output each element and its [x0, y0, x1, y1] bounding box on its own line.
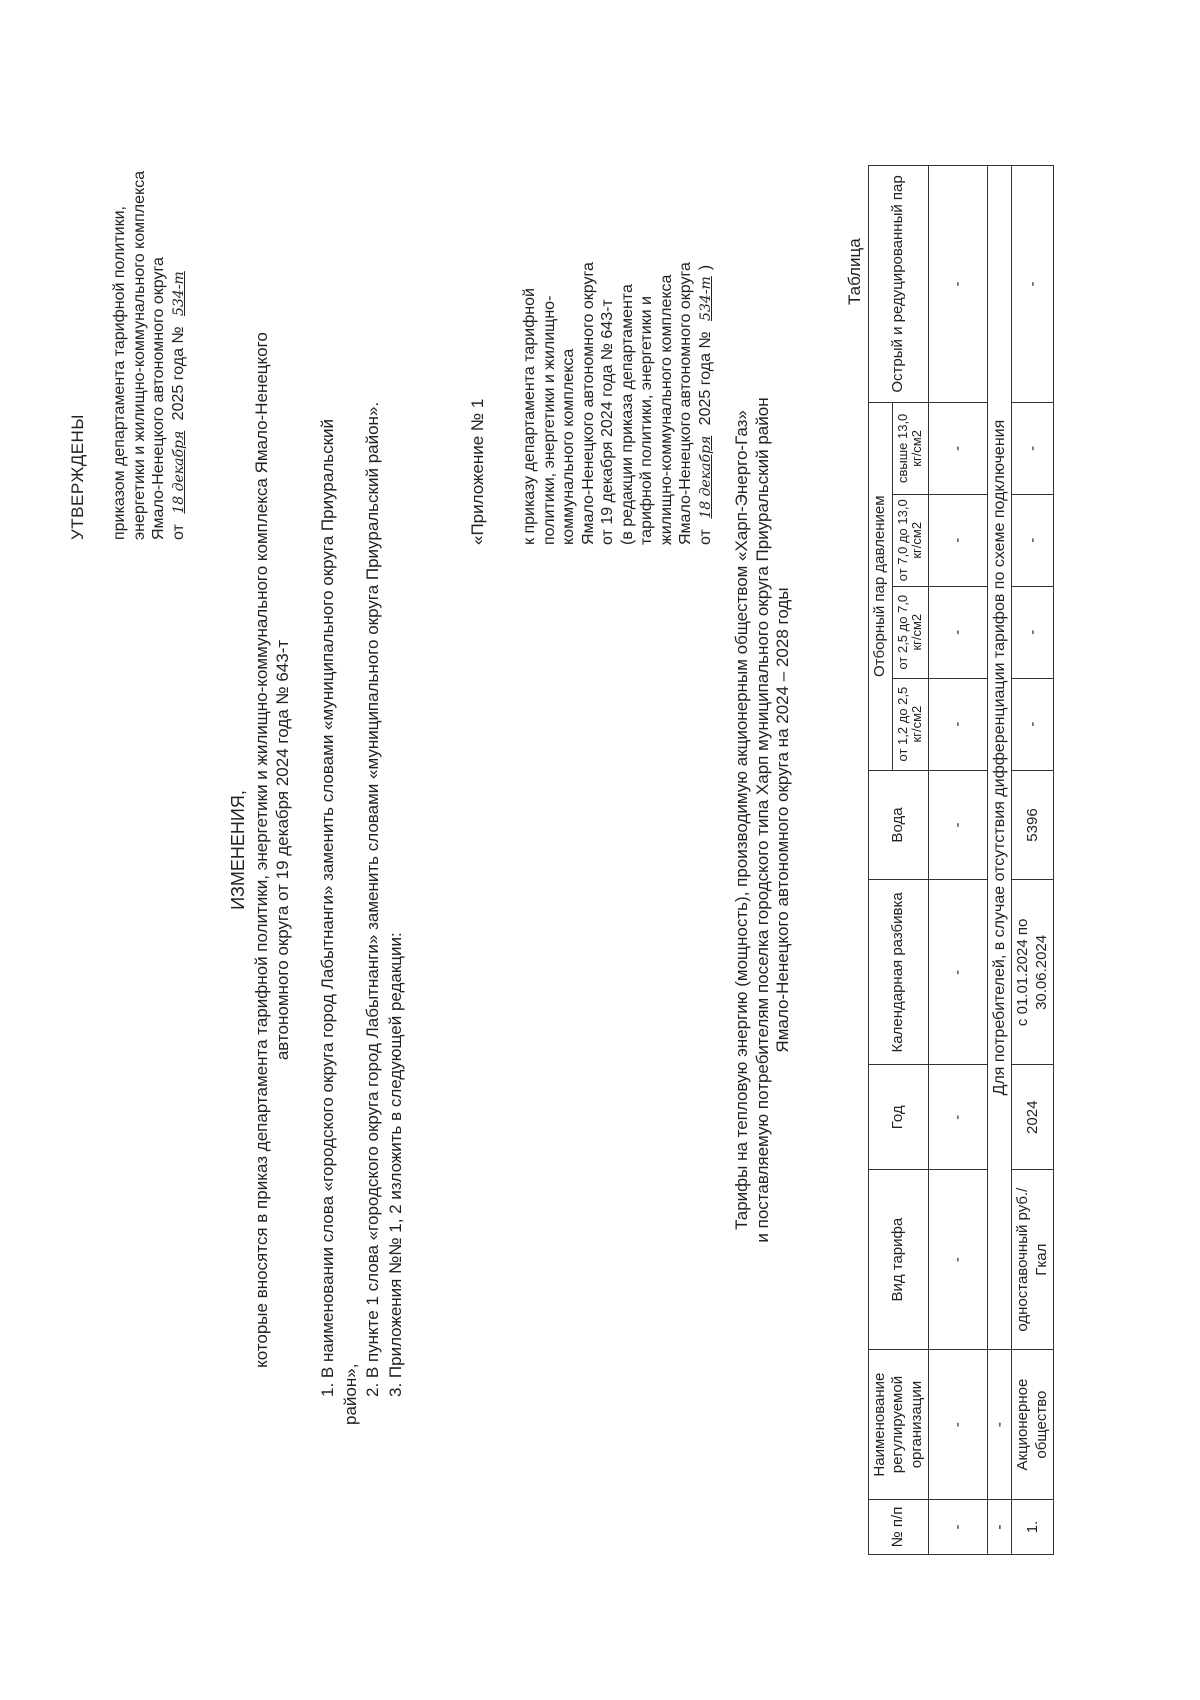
table-cell: -	[928, 678, 987, 770]
table-cell: -	[928, 1500, 987, 1555]
appendix-line: (в редакции приказа департамента	[618, 284, 636, 545]
table-cell: -	[987, 1500, 1012, 1555]
header-steam: Отборный пар давлением	[869, 402, 893, 770]
table-cell: 2024	[1012, 1065, 1054, 1170]
appendix-block	[520, 115, 715, 545]
changes-subtitle-line: которые вносятся в приказ департамента тарифной политики, энергетики и жилищно-коммунального комплекса Ямало-Ненецкого	[252, 332, 271, 1368]
header-steam-4: свыше 13,0 кг/см2	[892, 402, 928, 494]
appendix-line: тарифной политики, энергетики и	[638, 296, 656, 545]
tariff-table	[868, 165, 1054, 1555]
header-year: Год	[869, 1065, 929, 1170]
table-cell: -	[928, 770, 987, 880]
table-row	[928, 166, 987, 1555]
table-caption: Таблица	[845, 238, 864, 305]
appendix-line: к приказу департамента тарифной	[521, 288, 538, 545]
table-cell: -	[928, 402, 987, 494]
approved-block	[110, 120, 188, 540]
header-steam-2: от 2,5 до 7,0 кг/см2	[892, 586, 928, 678]
table-cell: Акционерное общество	[1012, 1350, 1054, 1500]
tariff-heading-line: Ямало-Ненецкого автономного округа на 2024 – 2028 годы	[773, 587, 793, 1053]
approved-line: приказом департамента тарифной политики,	[111, 206, 128, 540]
table-cell: -	[1012, 402, 1054, 494]
section-title: Для потребителей, в случае отсутствия дифференциации тарифов по схеме подключения	[987, 166, 1012, 1350]
change-item-3: 3. Приложения №№ 1, 2 изложить в следующей редакции:	[386, 932, 406, 1397]
date-middle: 2025 года №	[696, 331, 714, 426]
table-cell: -	[928, 880, 987, 1065]
table-header-row	[869, 166, 893, 1555]
changes-title: ИЗМЕНЕНИЯ,	[228, 790, 248, 910]
table-cell: -	[928, 166, 987, 403]
table-cell: одноставочный руб./Гкал	[1012, 1170, 1054, 1350]
table-cell: с 01.01.2024 по 30.06.2024	[1012, 880, 1054, 1065]
appendix-line: политики, энергетики и жилищно-	[540, 295, 558, 545]
change-item-2: 2. В пункте 1 слова «городского округа город Лабытнанги» заменить словами «муниципального округа Приуральский район».	[363, 401, 383, 1397]
header-num: № п/п	[869, 1500, 929, 1555]
changes-subtitle-line: автономного округа от 19 декабря 2024 года № 643-т	[272, 639, 292, 1061]
change-item-1-cont: район»,	[340, 1363, 360, 1425]
approved-date-line	[169, 120, 189, 540]
appendix-line: Ямало-Ненецкого автономного округа	[579, 262, 597, 545]
tariff-heading-line: Тарифы на тепловую энергию (мощность), производимую акционерным обществом «Харп-Энерго-Газ»	[732, 410, 751, 1230]
date-prefix: от	[696, 529, 714, 545]
appendix-line: жилищно-коммунального комплекса	[657, 274, 675, 545]
appendix-line: от 19 декабря 2024 года № 643-т	[599, 299, 617, 545]
table-cell: -	[1012, 586, 1054, 678]
table-cell: -	[928, 1170, 987, 1350]
appendix-line: коммунального комплекса	[560, 348, 578, 545]
table-cell: -	[1012, 166, 1054, 403]
date-middle: 2025 года №	[169, 326, 187, 421]
changes-subtitle	[252, 300, 293, 1400]
tariff-heading	[732, 220, 794, 1420]
table-cell: -	[928, 494, 987, 586]
header-type: Вид тарифа	[869, 1170, 929, 1350]
change-item-1: 1. В наименовании слова «городского округа город Лабытнанги» заменить словами «муниципального округа Приуральский	[318, 418, 337, 1397]
table-cell: -	[987, 1350, 1012, 1500]
table-cell: -	[1012, 678, 1054, 770]
table-cell: 5396	[1012, 770, 1054, 880]
approved-title: УТВЕРЖДЕНЫ	[68, 414, 87, 540]
approved-line: энергетики и жилищно-коммунального комплекса	[130, 170, 148, 540]
changes-items	[318, 195, 409, 1425]
header-steam-1: от 1,2 до 2,5 кг/см2	[892, 678, 928, 770]
table-cell: -	[928, 586, 987, 678]
handwritten-date: 18 декабря	[697, 435, 714, 519]
handwritten-date: 18 декабря	[170, 430, 187, 514]
appendix-title: «Приложение № 1	[468, 398, 487, 545]
table-cell: 1.	[1012, 1500, 1054, 1555]
header-steam-3: от 7,0 до 13,0 кг/см2	[892, 494, 928, 586]
date-suffix: )	[696, 264, 714, 271]
table-cell: -	[928, 1350, 987, 1500]
table-row	[1012, 166, 1054, 1555]
handwritten-number: 534-т	[170, 271, 187, 316]
header-water: Вода	[869, 770, 929, 880]
appendix-date-line	[696, 115, 716, 545]
date-prefix: от	[169, 524, 187, 540]
header-calendar: Календарная разбивка	[869, 880, 929, 1065]
approved-line: Ямало-Ненецкого автономного округа	[150, 257, 168, 540]
appendix-line: Ямало-Ненецкого автономного округа	[677, 262, 695, 545]
table-cell: -	[1012, 494, 1054, 586]
table-cell: -	[928, 1065, 987, 1170]
handwritten-number: 534-т	[697, 276, 714, 321]
header-org: Наименование регулируемой организации	[869, 1350, 929, 1500]
header-sharp: Острый и редуцированный пар	[869, 166, 929, 403]
table-section-row	[987, 166, 1012, 1555]
tariff-heading-line: и поставляемую потребителям поселка городского типа Харп муниципального округа Приуральский район	[752, 397, 772, 1243]
